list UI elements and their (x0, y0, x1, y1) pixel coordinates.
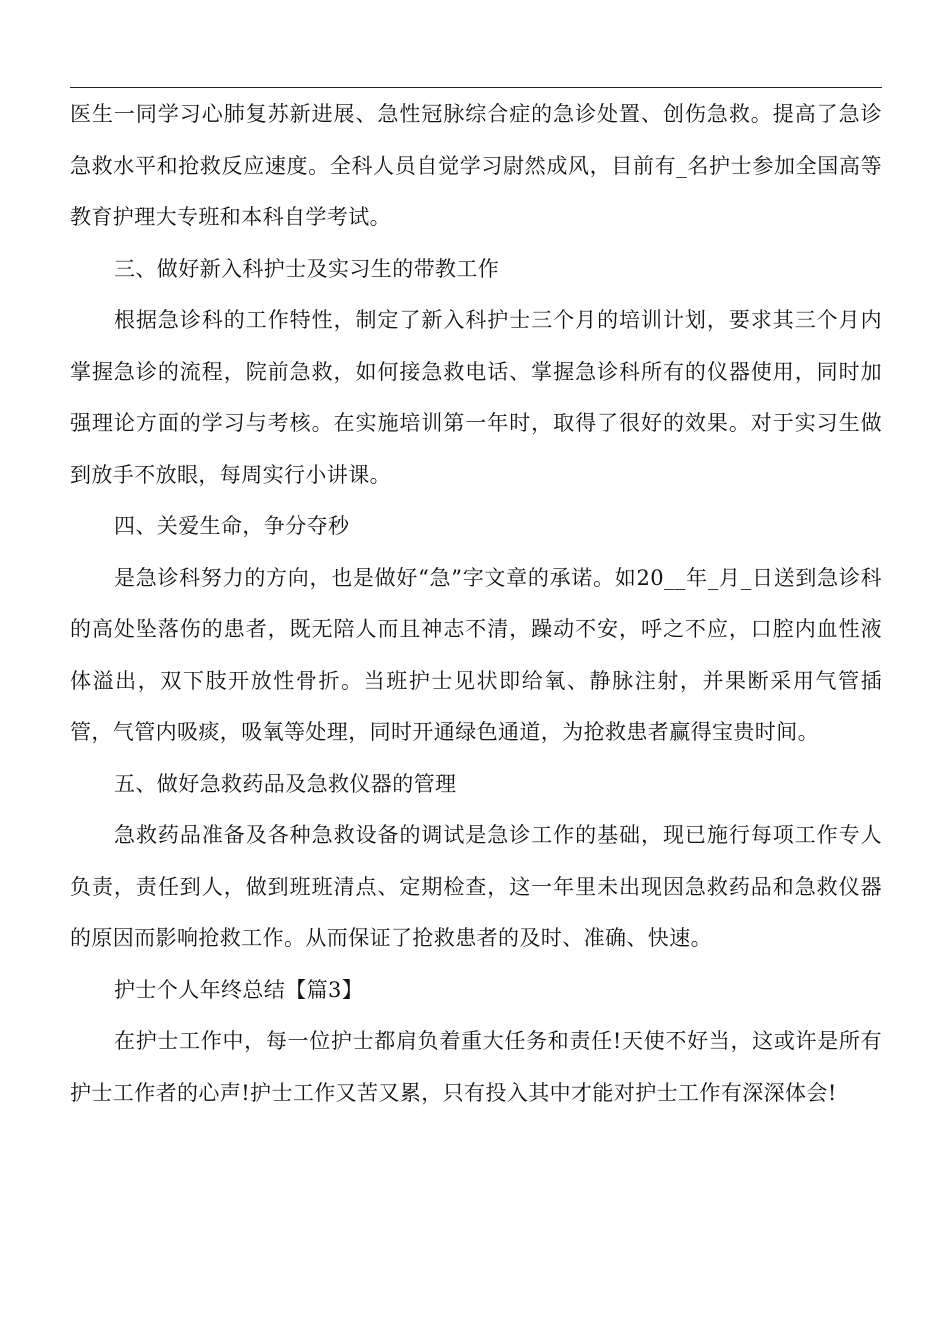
document-page (70, 0, 882, 1344)
section-heading-4: 四、关爱生命，争分夺秒 (114, 514, 350, 538)
section-heading-5: 五、做好急救药品及急救仪器的管理 (114, 771, 457, 796)
paragraph-nurse-responsibility: 在护士工作中，每一位护士都肩负着重大任务和责任!天使不好当，这或许是所有护士工作者的心声!护士工作又苦又累，只有投入其中才能对护士工作有深深体会! (70, 1029, 882, 1105)
paragraph-continued-text: 医生一同学习心肺复苏新进展、急性冠脉综合症的急诊处置、创伤急救。提高了急诊急救水平和抢救反应速度。全科人员自觉学习尉然成风，目前有_名护士参加全国高等教育护理大专班和本科自学考试。 (70, 102, 882, 229)
section-heading-3: 三、做好新入科护士及实习生的带教工作 (114, 256, 500, 281)
paragraph-training-plan: 根据急诊科的工作特性，制定了新入科护士三个月的培训计划，要求其三个月内掌握急诊的流程，院前急救，如何接急救电话、掌握急诊科所有的仪器使用，同时加强理论方面的学习与考核。在实施培训第一年时，取得了很好的效果。对于实习生做到放手不放眼，每周实行小讲课。 (70, 308, 882, 487)
article-title-part-3: 护士个人年终总结【篇3】 (114, 977, 364, 1002)
paragraph-emergency-case: 是急诊科努力的方向，也是做好“急”字文章的承诺。如20__年_月_日送到急诊科的高处坠落伤的患者，既无陪人而且神志不清，躁动不安，呼之不应，口腔内血性液体溢出，双下肢开放性骨折。当班护士见状即给氧、静脉注射，并果断采用气管插管，气管内吸痰，吸氧等处理，同时开通绿色通道，为抢救患者赢得宝贵时间。 (70, 565, 882, 744)
document-body (70, 89, 882, 1119)
paragraph-equipment-management: 急救药品准备及各种急救设备的调试是急诊工作的基础，现已施行每项工作专人负责，责任到人，做到班班清点、定期检查，这一年里未出现因急救药品和急救仪器的原因而影响抢救工作。从而保证了抢救患者的及时、准确、快速。 (70, 823, 882, 950)
header-rule (70, 87, 882, 88)
